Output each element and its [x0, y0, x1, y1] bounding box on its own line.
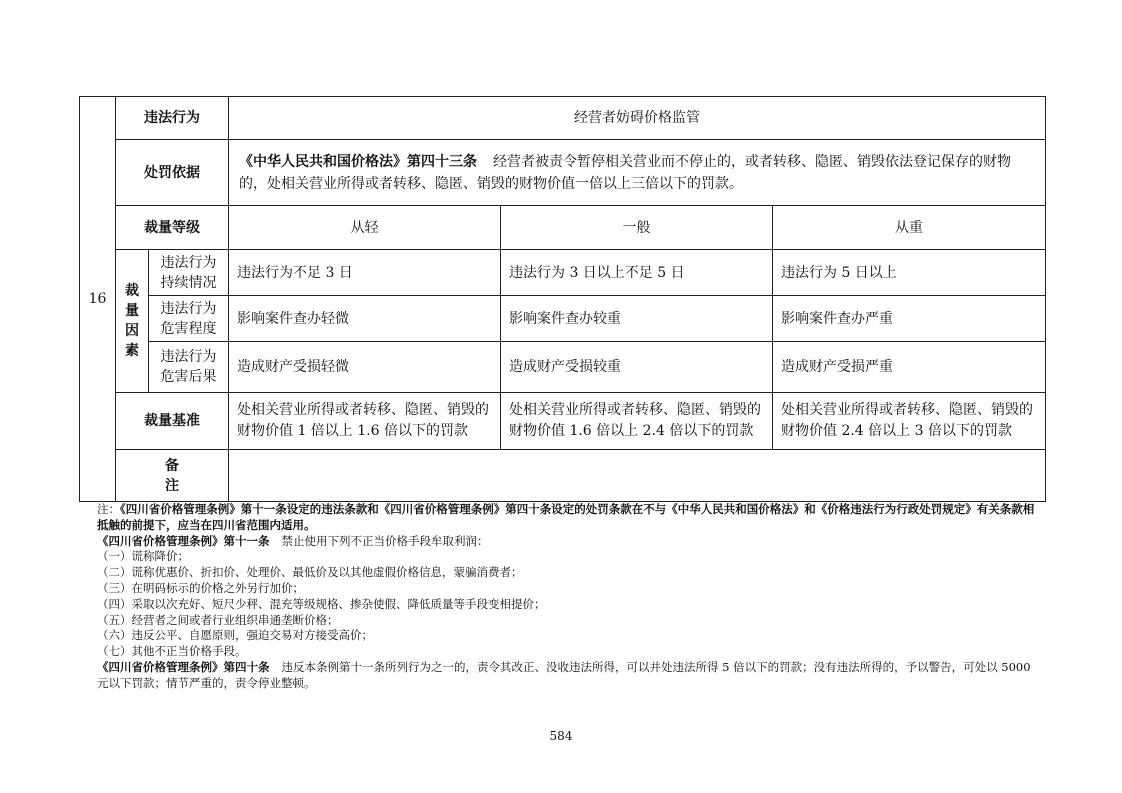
- art11-item: （五）经营者之间或者行业组织串通垄断价格；: [97, 612, 339, 627]
- note-prefix: 注：: [97, 502, 120, 516]
- standard-light: 处相关营业所得或者转移、隐匿、销毁的财物价值 1 倍以上 1.6 倍以下的罚款: [229, 393, 501, 450]
- art11-item: （一）谎称降价；: [97, 549, 189, 564]
- art11-item: （二）谎称优惠价、折扣价、处理价、最低价及以其他虚假价格信息，蒙骗消费者；: [97, 565, 523, 580]
- note-main: [97, 502, 1037, 534]
- art40-line: [97, 660, 1037, 692]
- basis-text: 经营者被责令暂停相关营业而不停止的，或者转移、隐匿、销毁依法登记保存的财物的，处相关营业所得或者转移、隐匿、销毁的财物价值一倍以上三倍以下的罚款。: [239, 153, 1011, 192]
- factor-harm-degree-heavy: 影响案件查办严重: [773, 296, 1046, 342]
- level-light: 从轻: [229, 206, 501, 250]
- standard-heavy: 处相关营业所得或者转移、隐匿、销毁的财物价值 2.4 倍以上 3 倍以下的罚款: [773, 393, 1046, 450]
- label-violation: 违法行为: [116, 97, 229, 140]
- factor-name-duration: 违法行为 持续情况: [149, 250, 229, 296]
- label-standard: 裁量基准: [116, 393, 229, 450]
- basis-law: 《中华人民共和国价格法》第四十三条: [239, 153, 477, 170]
- art11-text: 禁止使用下列不正当价格手段牟取利润：: [281, 533, 489, 548]
- label-factors: 裁 量 因 素: [116, 250, 149, 393]
- art11-item: （三）在明码标示的价格之外另行加价；: [97, 580, 304, 595]
- remarks-value: [229, 450, 1046, 502]
- penalty-table: [79, 96, 1046, 502]
- violation-text: 经营者妨碍价格监管: [229, 97, 1046, 140]
- art11-item: （四）采取以次充好、短尺少秤、混充等级规格、掺杂使假、降低质量等手段变相提价；: [97, 596, 546, 611]
- label-level: 裁量等级: [116, 206, 229, 250]
- label-remarks: 备注: [116, 450, 229, 502]
- factor-harm-degree-normal: 影响案件查办较重: [501, 296, 773, 342]
- factor-duration-light: 违法行为不足 3 日: [229, 250, 501, 296]
- factor-consequence-normal: 造成财产受损较重: [501, 342, 773, 393]
- factor-duration-heavy: 违法行为 5 日以上: [773, 250, 1046, 296]
- factor-duration-normal: 违法行为 3 日以上不足 5 日: [501, 250, 773, 296]
- level-normal: 一般: [501, 206, 773, 250]
- art11-title: 《四川省价格管理条例》第十一条: [97, 533, 270, 548]
- factor-name-harm-degree: 违法行为 危害程度: [149, 296, 229, 342]
- factor-consequence-light: 造成财产受损轻微: [229, 342, 501, 393]
- art40-title: 《四川省价格管理条例》第四十条: [97, 659, 270, 674]
- standard-normal: 处相关营业所得或者转移、隐匿、销毁的财物价值 1.6 倍以上 2.4 倍以下的罚款: [501, 393, 773, 450]
- note-bold: 《四川省价格管理条例》第十一条设定的违法条款和《四川省价格管理条例》第四十条设定的处罚条款在不与《中华人民共和国价格法》和《价格违法行为行政处罚规定》有关条款相抵触的前提下，应当在四川省范围内适用。: [97, 502, 1035, 532]
- label-basis: 处罚依据: [116, 140, 229, 206]
- factor-name-consequence: 违法行为 危害后果: [149, 342, 229, 393]
- level-heavy: 从重: [773, 206, 1046, 250]
- basis-cell: [229, 140, 1046, 206]
- page-number: 584: [549, 729, 573, 743]
- art40-text: 违反本条例第十一条所列行为之一的，责令其改正、没收违法所得，可以并处违法所得 5 倍以下的罚款；没有违法所得的，予以警告，可处以 5000 元以下罚款；情节严重的，责令停业整顿。: [97, 659, 1031, 690]
- art11-item: （七）其他不正当价格手段。: [97, 644, 247, 659]
- factor-harm-degree-light: 影响案件查办轻微: [229, 296, 501, 342]
- notes-section: [97, 502, 1037, 692]
- art11-item: （六）违反公平、自愿原则，强迫交易对方接受高价；: [97, 628, 373, 643]
- row-number: 16: [80, 97, 116, 502]
- art11-line: [97, 534, 1037, 550]
- factor-consequence-heavy: 造成财产受损严重: [773, 342, 1046, 393]
